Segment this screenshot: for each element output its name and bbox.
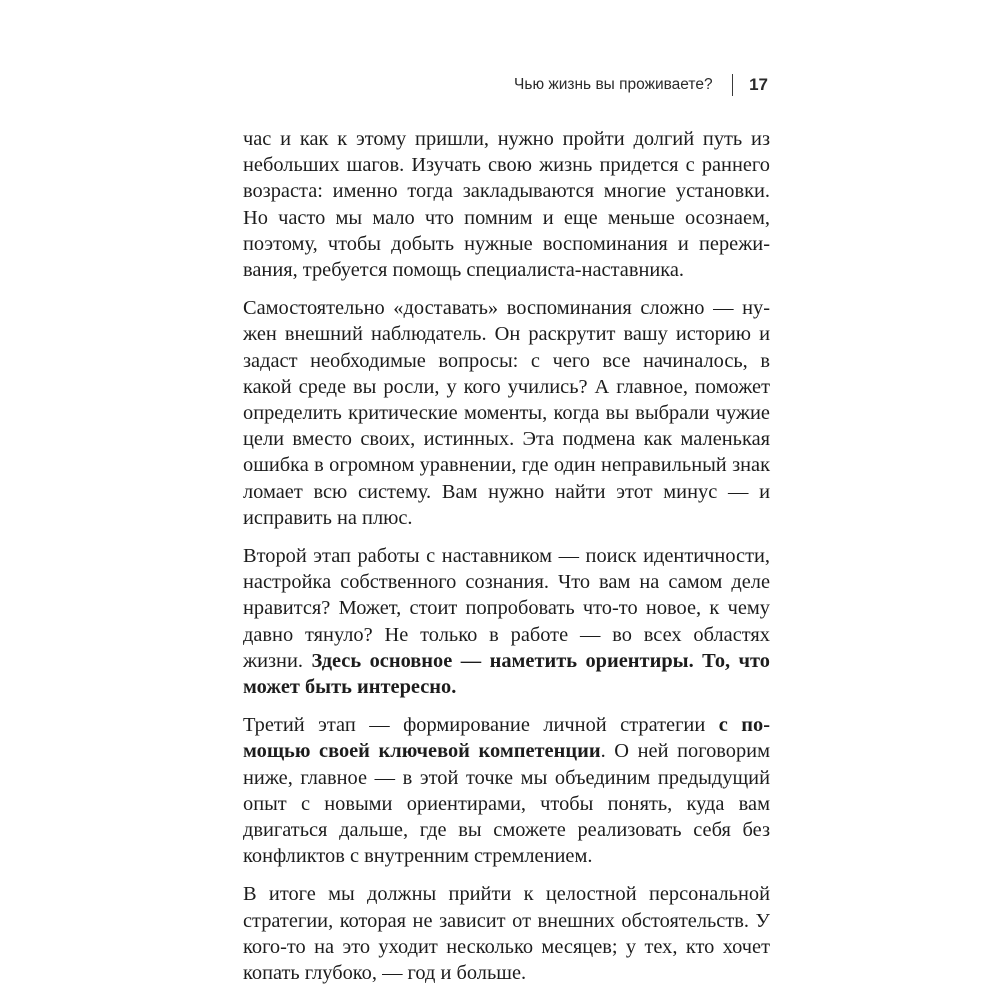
paragraph-5-text: В итоге мы должны прийти к целостной персональной стратегии, которая не зависит от внешних обстоятельств. У кого-то на это уходит несколько месяцев; у тех, кто хочет копать глубоко, — год и больше. — [243, 883, 770, 985]
paragraph-3 — [243, 543, 770, 700]
paragraph-4-text-start: Третий этап — формирование личной стратегии — [243, 714, 719, 737]
page-number: 17 — [749, 75, 768, 94]
running-title: Чью жизнь вы проживаете? — [514, 76, 713, 93]
running-header — [514, 74, 768, 96]
paragraph-3-text: Второй этап работы с наставником — поиск идентичности, настройка собственного сознания. Что вам на самом деле нравится? Может, стоит попробовать что-то новое, к чему давно тянуло? Не только в работе — во всех областях жизни. — [243, 545, 770, 672]
paragraph-4 — [243, 712, 770, 869]
paragraph-4-emphasis: с помощью своей ключевой компетенции — [243, 714, 771, 763]
paragraph-2 — [243, 295, 770, 531]
paragraph-4-text-end: . О ней поговорим ниже, главное — в этой точке мы объединим предыдущий опыт с новыми ориентирами, чтобы понять, куда вам двигаться дальше, где вы сможете реализовать себя без конфликтов с внутренним стремлением. — [243, 740, 770, 868]
body-text — [243, 126, 770, 998]
header-divider — [732, 74, 734, 96]
paragraph-2-text: Самостоятельно «доставать» воспоминания сложно — нужен внешний наблюдатель. Он раскрутит вашу историю и задаст необходимые вопросы: с чего все начиналось, в какой среде вы росли, у кого учились? А главное, поможет определить критические моменты, когда вы выбрали чужие цели вместо своих, истинных. Эта подмена как маленькая ошибка в огромном уравнении, где один неправильный знак ломает всю систему. Вам нужно найти этот минус — и исправить на плюс. — [243, 297, 770, 529]
paragraph-5 — [243, 881, 770, 986]
paragraph-1 — [243, 126, 770, 283]
paragraph-3-emphasis: Здесь основное — наметить ориентиры. То, что может быть интересно. — [243, 649, 771, 699]
paragraph-1-text: час и как к этому пришли, нужно пройти долгий путь из небольших шагов. Изучать свою жизнь придется с раннего возраста: именно тогда закладываются многие установки. Но часто мы мало что помним и еще меньше осознаем, поэтому, чтобы добыть нужные воспоминания и переживания, требуется помощь специалиста-наставника. — [243, 128, 770, 282]
